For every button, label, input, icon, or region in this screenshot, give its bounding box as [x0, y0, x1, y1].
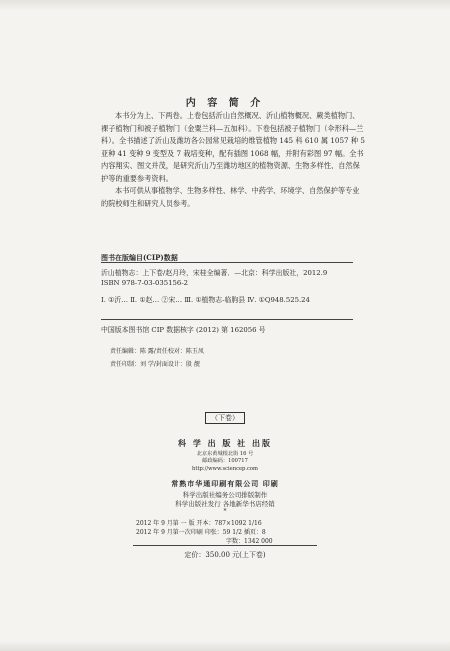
cip-record-number: 中国版本图书馆 CIP 数据核字 (2012) 第 162056 号 [101, 326, 266, 334]
intro-paragraph-2: 本书可供从事植物学、生物多样性、林学、中药学、环境学、自然保护等专业的院校师生和研究人员参考。 [101, 186, 360, 208]
publisher-website: http://www.sciencep.com [192, 466, 258, 472]
volume-label [0, 413, 450, 423]
publisher-name: 科 学 出 版 社 出版 [178, 438, 272, 448]
distribution-credit: 科学出版社发行 各地新华书店经销 [175, 500, 275, 508]
page-fold-bottom [0, 641, 450, 651]
editor-credits: 责任编辑：陈 露/责任校对：陈玉凤 [110, 348, 204, 355]
intro-paragraph-1: 本书分为上、下两卷。上卷包括沂山自然概况、沂山植物概况、蕨类植物门、裸子植物门和被子植物门（金粟兰科—五加科）。下卷包括被子植物门（伞形科—兰科）。全书描述了沂山及潍坊各公园常见栽培的维管植物 145 科 610 属 1057 种 5 亚种 41 变种 9 变型及 7 栽培变种，配有插图 1068 幅，并附有彩图 97 幅。全书内容翔实、图文并茂，是研究沂山乃至潍坊地区的植物资源、生物多样性、自然保护等的重要参考资料。 [101, 111, 365, 183]
typesetting-credit: 科学出版社编务公司排版制作 [182, 491, 268, 499]
printer-name: 常熟市华通印刷有限公司 印刷 [171, 479, 279, 488]
page-fold-top [0, 0, 450, 10]
price: 定价：350.00 元(上下卷) [184, 551, 266, 559]
publisher-address: 北京东黄城根北街 16 号 [196, 451, 254, 457]
production-credits: 责任印制：刘 学/封面设计：殷 靓 [110, 361, 200, 368]
cip-divider-bottom [101, 319, 353, 320]
cip-isbn: ISBN 978-7-03-035156-2 [101, 279, 189, 287]
printing-info: 2012 年 9 月第一次印刷 印张：59 1/2 插页：8 [136, 529, 266, 536]
cip-title-line: 沂山植物志：上下卷/赵月玲，宋桂全编著．—北京：科学出版社，2012.9 [101, 269, 328, 277]
cip-classification: Ⅰ. ①沂… Ⅱ. ①赵… ②宋… Ⅲ. ①植物志-临朐县 Ⅳ. ①Q948.525.24 [101, 296, 310, 304]
word-count: 字数：1342 000 [226, 538, 273, 545]
volume-box: （下卷） [205, 412, 245, 424]
edition-divider [133, 545, 317, 546]
intro-text [101, 110, 366, 210]
cip-divider-top [101, 262, 353, 263]
edition-info: 2012 年 9 月第 一 版 开本：787×1092 1/16 [136, 520, 262, 527]
separator-star: * [223, 508, 227, 515]
cip-heading: 图书在版编目(CIP)数据 [101, 253, 178, 262]
postal-code: 邮政编码：100717 [202, 458, 248, 464]
intro-title: 内 容 简 介 [185, 98, 265, 109]
